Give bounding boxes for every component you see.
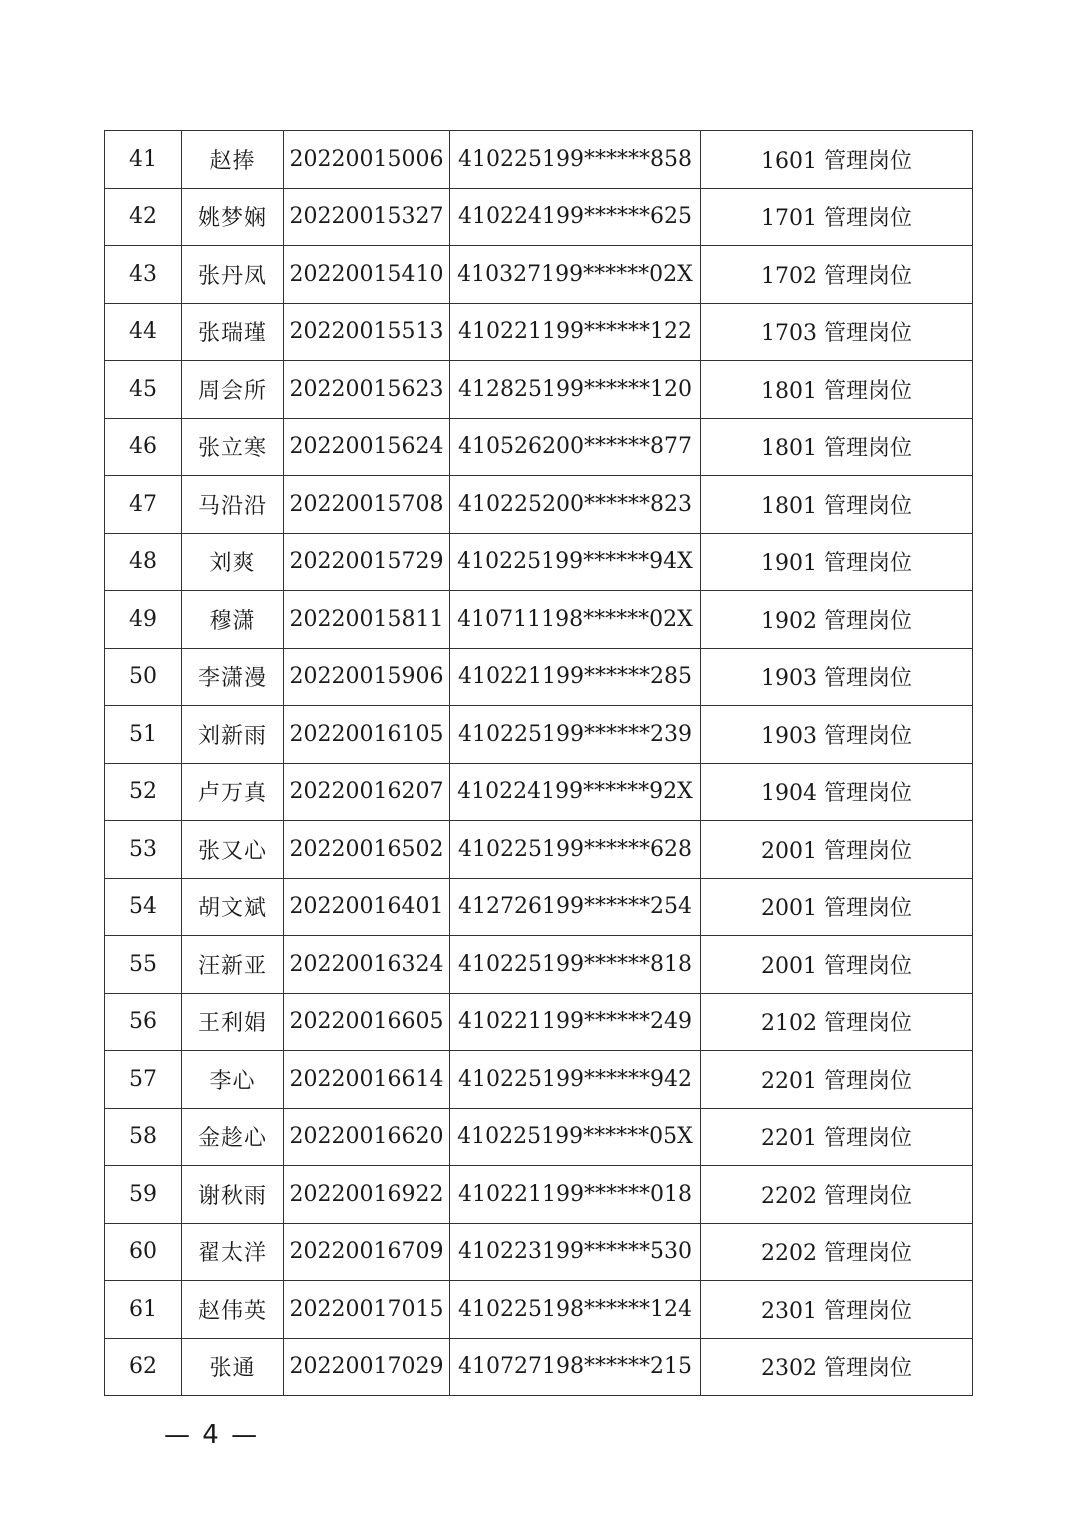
candidate-name-cell: 翟太洋 <box>182 1223 284 1281</box>
position-code-cell: 1901 管理岗位 <box>701 533 973 591</box>
candidate-name-cell: 卢万真 <box>182 763 284 821</box>
row-number-cell: 46 <box>105 418 182 476</box>
exam-ticket-number-cell: 20220015708 <box>284 476 450 534</box>
table-row <box>105 821 973 879</box>
candidate-name-cell: 胡文斌 <box>182 878 284 936</box>
candidate-name-cell: 张丹凤 <box>182 246 284 304</box>
position-code-cell: 2202 管理岗位 <box>701 1223 973 1281</box>
position-code-cell: 1903 管理岗位 <box>701 706 973 764</box>
table-row <box>105 246 973 304</box>
exam-ticket-number-cell: 20220015906 <box>284 648 450 706</box>
exam-ticket-number-cell: 20220015410 <box>284 246 450 304</box>
row-number-cell: 49 <box>105 591 182 649</box>
table-body <box>105 131 973 1396</box>
candidate-name-cell: 穆潇 <box>182 591 284 649</box>
table-row <box>105 131 973 189</box>
id-number-cell: 410224199******92X <box>450 763 701 821</box>
row-number-cell: 59 <box>105 1166 182 1224</box>
exam-ticket-number-cell: 20220016207 <box>284 763 450 821</box>
table-row <box>105 1338 973 1396</box>
table-row <box>105 1166 973 1224</box>
position-code-cell: 1903 管理岗位 <box>701 648 973 706</box>
position-code-cell: 2001 管理岗位 <box>701 936 973 994</box>
position-code-cell: 1902 管理岗位 <box>701 591 973 649</box>
exam-ticket-number-cell: 20220015513 <box>284 303 450 361</box>
candidate-name-cell: 谢秋雨 <box>182 1166 284 1224</box>
row-number-cell: 43 <box>105 246 182 304</box>
exam-ticket-number-cell: 20220017015 <box>284 1281 450 1339</box>
candidate-name-cell: 张立寒 <box>182 418 284 476</box>
row-number-cell: 45 <box>105 361 182 419</box>
row-number-cell: 41 <box>105 131 182 189</box>
position-code-cell: 1801 管理岗位 <box>701 476 973 534</box>
id-number-cell: 410221199******122 <box>450 303 701 361</box>
position-code-cell: 1601 管理岗位 <box>701 131 973 189</box>
id-number-cell: 412726199******254 <box>450 878 701 936</box>
id-number-cell: 410225199******05X <box>450 1108 701 1166</box>
candidate-name-cell: 张通 <box>182 1338 284 1396</box>
id-number-cell: 410221199******249 <box>450 993 701 1051</box>
id-number-cell: 410225199******858 <box>450 131 701 189</box>
candidate-table <box>104 130 973 1396</box>
table-row <box>105 1108 973 1166</box>
exam-ticket-number-cell: 20220016605 <box>284 993 450 1051</box>
table-row <box>105 1051 973 1109</box>
exam-ticket-number-cell: 20220016709 <box>284 1223 450 1281</box>
table-row <box>105 591 973 649</box>
id-number-cell: 410225199******239 <box>450 706 701 764</box>
position-code-cell: 1701 管理岗位 <box>701 188 973 246</box>
id-number-cell: 410221199******285 <box>450 648 701 706</box>
table-row <box>105 706 973 764</box>
candidate-name-cell: 马沿沿 <box>182 476 284 534</box>
id-number-cell: 410223199******530 <box>450 1223 701 1281</box>
table-row <box>105 1223 973 1281</box>
id-number-cell: 410225200******823 <box>450 476 701 534</box>
table-row <box>105 476 973 534</box>
candidate-name-cell: 李心 <box>182 1051 284 1109</box>
table-row <box>105 361 973 419</box>
row-number-cell: 50 <box>105 648 182 706</box>
id-number-cell: 410225199******628 <box>450 821 701 879</box>
table-row <box>105 188 973 246</box>
row-number-cell: 54 <box>105 878 182 936</box>
id-number-cell: 410225199******818 <box>450 936 701 994</box>
candidate-name-cell: 张瑞瑾 <box>182 303 284 361</box>
candidate-name-cell: 汪新亚 <box>182 936 284 994</box>
id-number-cell: 410225199******942 <box>450 1051 701 1109</box>
candidate-name-cell: 赵伟英 <box>182 1281 284 1339</box>
row-number-cell: 55 <box>105 936 182 994</box>
candidate-name-cell: 姚梦娴 <box>182 188 284 246</box>
candidate-name-cell: 刘新雨 <box>182 706 284 764</box>
candidate-name-cell: 赵捧 <box>182 131 284 189</box>
position-code-cell: 2202 管理岗位 <box>701 1166 973 1224</box>
row-number-cell: 47 <box>105 476 182 534</box>
row-number-cell: 51 <box>105 706 182 764</box>
table-row <box>105 763 973 821</box>
row-number-cell: 61 <box>105 1281 182 1339</box>
row-number-cell: 42 <box>105 188 182 246</box>
exam-ticket-number-cell: 20220016401 <box>284 878 450 936</box>
exam-ticket-number-cell: 20220015623 <box>284 361 450 419</box>
candidate-name-cell: 周会所 <box>182 361 284 419</box>
table-row <box>105 1281 973 1339</box>
id-number-cell: 410727198******215 <box>450 1338 701 1396</box>
candidate-name-cell: 张又心 <box>182 821 284 879</box>
id-number-cell: 410221199******018 <box>450 1166 701 1224</box>
row-number-cell: 60 <box>105 1223 182 1281</box>
exam-ticket-number-cell: 20220016620 <box>284 1108 450 1166</box>
row-number-cell: 44 <box>105 303 182 361</box>
row-number-cell: 53 <box>105 821 182 879</box>
table-row <box>105 936 973 994</box>
exam-ticket-number-cell: 20220015006 <box>284 131 450 189</box>
exam-ticket-number-cell: 20220015729 <box>284 533 450 591</box>
id-number-cell: 412825199******120 <box>450 361 701 419</box>
exam-ticket-number-cell: 20220016105 <box>284 706 450 764</box>
position-code-cell: 2201 管理岗位 <box>701 1108 973 1166</box>
candidate-name-cell: 王利娟 <box>182 993 284 1051</box>
position-code-cell: 2301 管理岗位 <box>701 1281 973 1339</box>
id-number-cell: 410526200******877 <box>450 418 701 476</box>
id-number-cell: 410225199******94X <box>450 533 701 591</box>
position-code-cell: 1702 管理岗位 <box>701 246 973 304</box>
exam-ticket-number-cell: 20220016324 <box>284 936 450 994</box>
exam-ticket-number-cell: 20220016502 <box>284 821 450 879</box>
row-number-cell: 57 <box>105 1051 182 1109</box>
row-number-cell: 62 <box>105 1338 182 1396</box>
table-row <box>105 993 973 1051</box>
position-code-cell: 1703 管理岗位 <box>701 303 973 361</box>
exam-ticket-number-cell: 20220016614 <box>284 1051 450 1109</box>
position-code-cell: 1904 管理岗位 <box>701 763 973 821</box>
exam-ticket-number-cell: 20220017029 <box>284 1338 450 1396</box>
row-number-cell: 56 <box>105 993 182 1051</box>
position-code-cell: 2201 管理岗位 <box>701 1051 973 1109</box>
candidate-name-cell: 刘爽 <box>182 533 284 591</box>
candidate-name-cell: 李潇漫 <box>182 648 284 706</box>
exam-ticket-number-cell: 20220015811 <box>284 591 450 649</box>
exam-ticket-number-cell: 20220015327 <box>284 188 450 246</box>
table-row <box>105 303 973 361</box>
id-number-cell: 410224199******625 <box>450 188 701 246</box>
exam-ticket-number-cell: 20220015624 <box>284 418 450 476</box>
table-row <box>105 533 973 591</box>
row-number-cell: 48 <box>105 533 182 591</box>
table-row <box>105 878 973 936</box>
id-number-cell: 410225198******124 <box>450 1281 701 1339</box>
position-code-cell: 2001 管理岗位 <box>701 878 973 936</box>
page-number: — 4 — <box>164 1420 260 1450</box>
position-code-cell: 1801 管理岗位 <box>701 418 973 476</box>
table-row <box>105 648 973 706</box>
row-number-cell: 52 <box>105 763 182 821</box>
position-code-cell: 2001 管理岗位 <box>701 821 973 879</box>
position-code-cell: 2102 管理岗位 <box>701 993 973 1051</box>
id-number-cell: 410327199******02X <box>450 246 701 304</box>
position-code-cell: 1801 管理岗位 <box>701 361 973 419</box>
table-row <box>105 418 973 476</box>
exam-ticket-number-cell: 20220016922 <box>284 1166 450 1224</box>
candidate-name-cell: 金趁心 <box>182 1108 284 1166</box>
position-code-cell: 2302 管理岗位 <box>701 1338 973 1396</box>
id-number-cell: 410711198******02X <box>450 591 701 649</box>
row-number-cell: 58 <box>105 1108 182 1166</box>
